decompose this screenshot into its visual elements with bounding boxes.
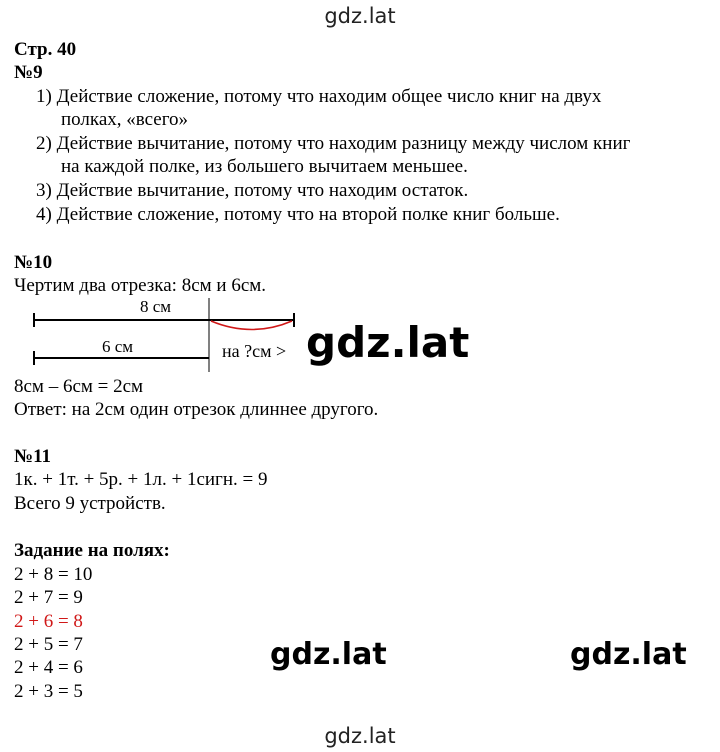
margin-line-6: 2 + 3 = 5 [14,681,83,702]
task10-title: №10 [14,252,53,273]
task11-title: №11 [14,446,52,467]
task9-item-2-cont: на каждой полке, из большего вычитаем меньшее. [61,156,468,177]
watermark-big: gdz.lat [306,318,470,367]
task9-item-1-cont: полках, «всего» [61,109,189,130]
margin-line-1: 2 + 8 = 10 [14,564,93,585]
task9-item-1: 1) Действие сложение, потому что находим общее число книг на двух [36,86,602,107]
task9-item-4: 4) Действие сложение, потому что на второй полке книг больше. [36,204,560,225]
difference-label: на ?см > [222,341,287,361]
segments-diagram [0,290,320,374]
task9-item-3: 3) Действие вычитание, потому что находим остаток. [36,180,469,201]
task10-equation: 8см – 6см = 2см [14,376,144,397]
watermark-top: gdz.lat [324,4,396,28]
watermark-mid-right: gdz.lat [570,637,687,672]
task11-total: Всего 9 устройств. [14,493,166,514]
task10-answer: Ответ: на 2см один отрезок длиннее другого. [14,399,379,420]
task11-equation: 1к. + 1т. + 5р. + 1л. + 1сигн. = 9 [14,469,268,490]
margin-task-title: Задание на полях: [14,540,170,561]
segment-6cm-label: 6 см [102,337,134,356]
difference-arc [211,321,292,330]
segment-8cm-label: 8 см [140,297,172,316]
page-label: Стр. 40 [14,39,77,60]
margin-line-3-highlighted: 2 + 6 = 8 [14,611,83,632]
margin-line-2: 2 + 7 = 9 [14,587,83,608]
task10-intro: Чертим два отрезка: 8см и 6см. [14,275,267,296]
watermark-bottom: gdz.lat [324,724,396,748]
task9-title: №9 [14,62,43,83]
task9-item-2: 2) Действие вычитание, потому что находим разницу между числом книг [36,133,631,154]
margin-line-5: 2 + 4 = 6 [14,657,83,678]
margin-line-4: 2 + 5 = 7 [14,634,83,655]
watermark-mid-left: gdz.lat [270,637,387,672]
